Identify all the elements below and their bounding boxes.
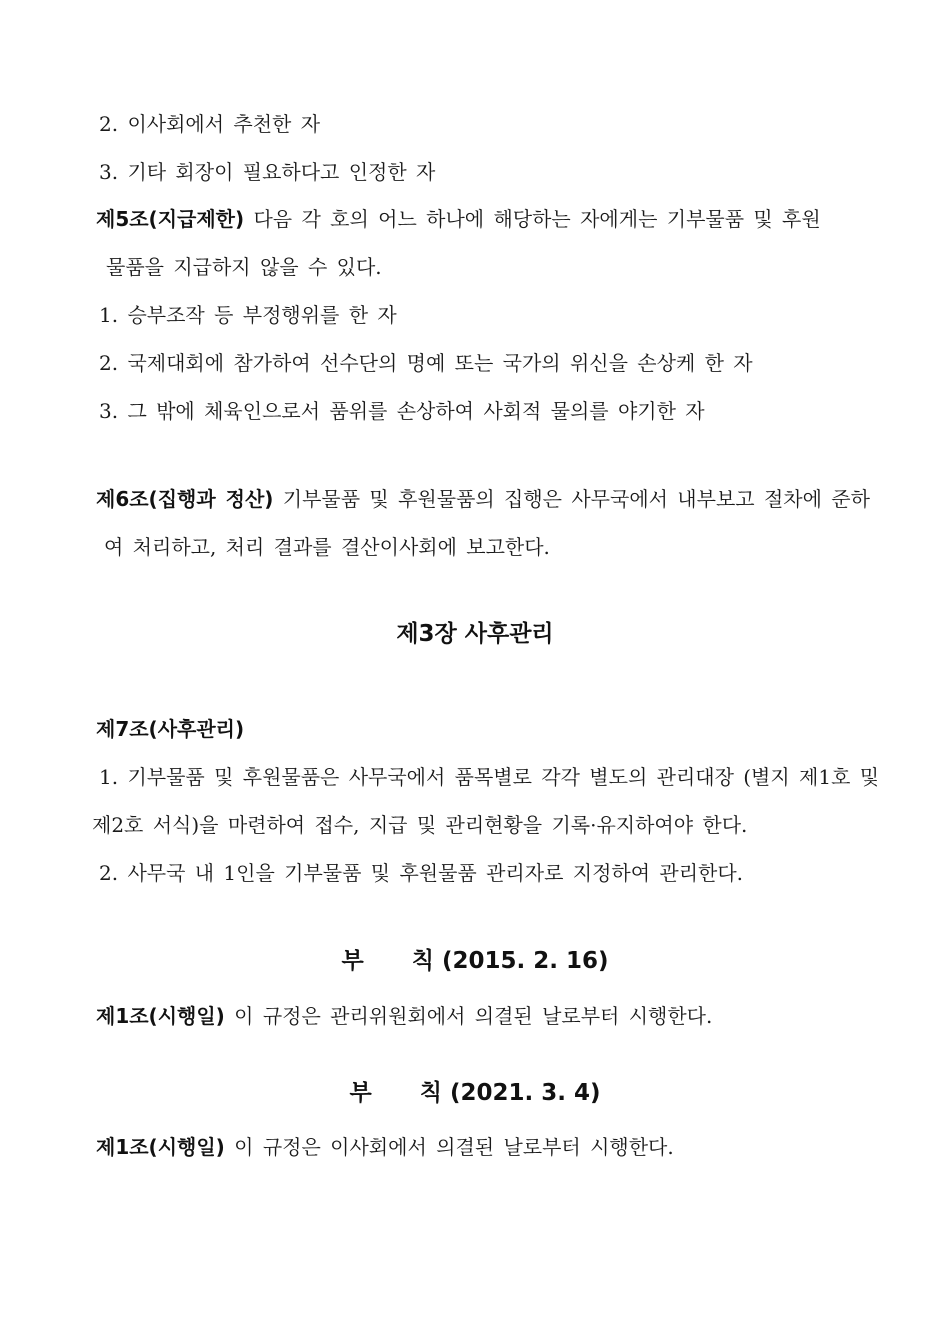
supplementary-2015-heading: 부 칙 (2015. 2. 16) — [341, 948, 609, 974]
supplementary-2021-article — [96, 1135, 674, 1159]
supplementary-2021-article-text: 이 규정은 이사회에서 의결된 날로부터 시행한다. — [234, 1135, 674, 1159]
article-5-item-1: 1. 승부조작 등 부정행위를 한 자 — [99, 303, 397, 327]
supplementary-2021-heading: 부 칙 (2021. 3. 4) — [349, 1080, 601, 1106]
supplementary-2015-article — [96, 1004, 712, 1028]
supplementary-2015-article-text: 이 규정은 관리위원회에서 의결된 날로부터 시행한다. — [234, 1004, 713, 1028]
article-6-text-1: 기부물품 및 후원물품의 집행은 사무국에서 내부보고 절차에 준하 — [282, 487, 870, 511]
article-7-title: 제7조(사후관리) — [96, 717, 245, 741]
article-5-item-3: 3. 그 밖에 체육인으로서 품위를 손상하여 사회적 물의를 야기한 자 — [99, 399, 705, 423]
item-recommended-by-board: 2. 이사회에서 추천한 자 — [99, 112, 321, 136]
article-5-text-2: 물품을 지급하지 않을 수 있다. — [106, 255, 382, 279]
article-5-item-2: 2. 국제대회에 참가하여 선수단의 명예 또는 국가의 위신을 손상케 한 자 — [99, 351, 753, 375]
article-7-item-2: 2. 사무국 내 1인을 기부물품 및 후원물품 관리자로 지정하여 관리한다. — [99, 861, 744, 885]
article-6-line-1 — [96, 487, 870, 511]
article-7-item-1-a: 1. 기부물품 및 후원물품은 사무국에서 품목별로 각각 별도의 관리대장 (별지 제1호 및 — [99, 765, 880, 789]
article-6-title: 제6조(집행과 정산) — [96, 487, 274, 511]
supplementary-2021-article-title: 제1조(시행일) — [96, 1135, 225, 1159]
supplementary-2015-article-title: 제1조(시행일) — [96, 1004, 225, 1028]
article-7-item-1-b: 제2호 서식)을 마련하여 접수, 지급 및 관리현황을 기록·유지하여야 한다. — [92, 813, 748, 837]
item-other-approved: 3. 기타 회장이 필요하다고 인정한 자 — [99, 160, 436, 184]
article-5-title: 제5조(지급제한) — [96, 207, 245, 231]
article-5-line-1 — [96, 207, 821, 231]
article-6-text-2: 여 처리하고, 처리 결과를 결산이사회에 보고한다. — [104, 535, 550, 559]
chapter-3-heading: 제3장 사후관리 — [396, 621, 554, 647]
article-5-text-1: 다음 각 호의 어느 하나에 해당하는 자에게는 기부물품 및 후원 — [253, 207, 821, 231]
